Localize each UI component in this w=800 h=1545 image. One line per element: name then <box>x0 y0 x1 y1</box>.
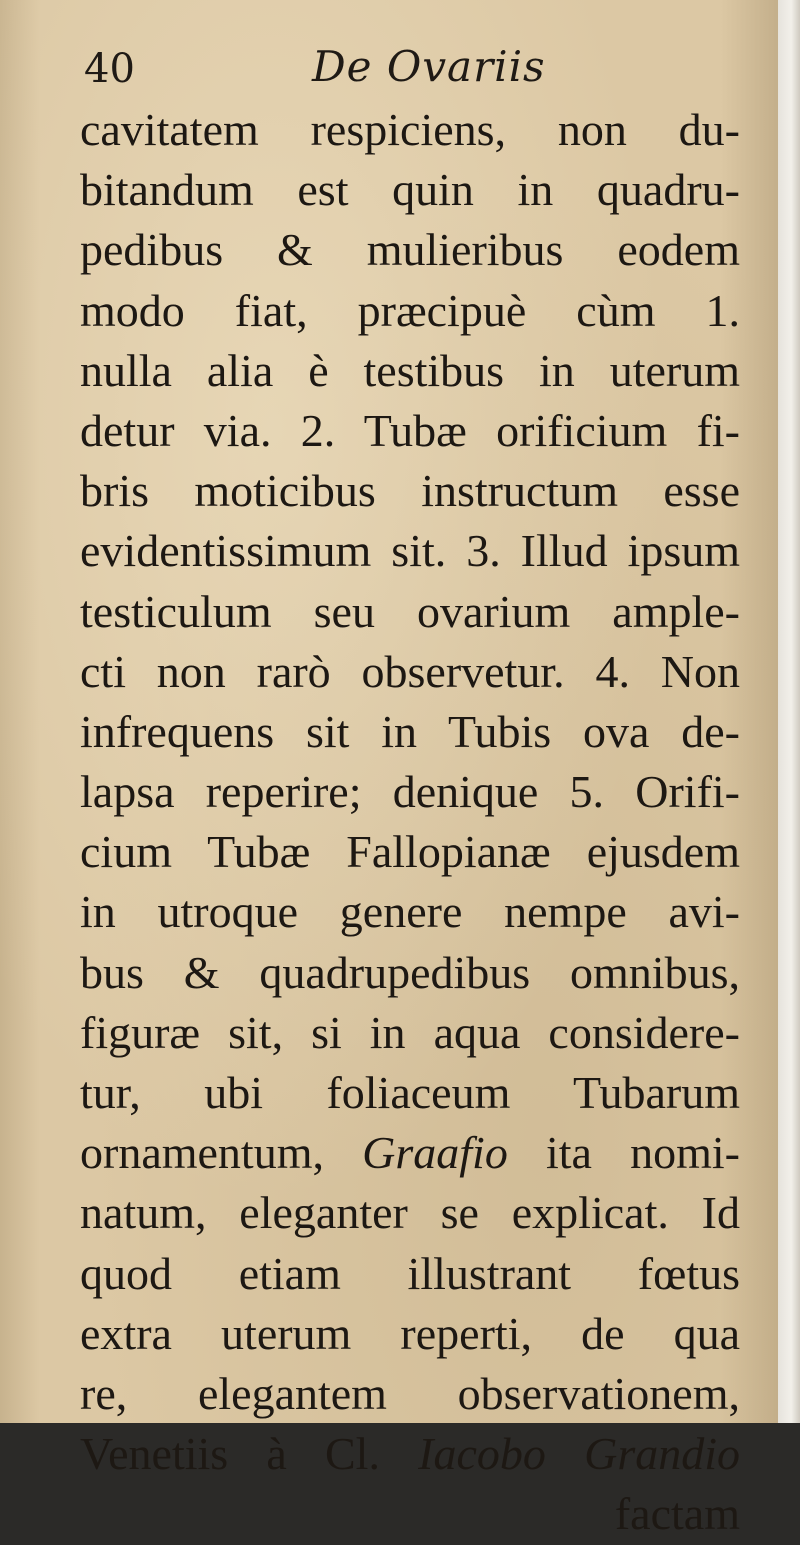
text-segment: ornamentum, <box>80 1127 363 1179</box>
text-segment: bus & quadrupedibus omnibus, <box>80 946 740 998</box>
text-segment: re, elegantem observationem, <box>80 1367 740 1419</box>
text-line <box>80 281 740 341</box>
text-segment: ita nomi- <box>507 1127 741 1179</box>
text-line <box>80 822 740 882</box>
text-line <box>80 582 740 642</box>
text-segment: lapsa reperire; denique 5. Orifi- <box>80 766 740 818</box>
text-segment: Venetiis à Cl. <box>80 1428 419 1480</box>
text-line <box>80 341 740 401</box>
text-line <box>80 521 740 581</box>
text-line <box>80 1424 740 1484</box>
text-segment: modo fiat, præcipuè cùm 1. <box>80 284 740 336</box>
text-line <box>80 702 740 762</box>
text-line <box>80 943 740 1003</box>
text-line <box>80 1123 740 1183</box>
text-segment: factam <box>614 1488 740 1540</box>
running-head: De Ovariis <box>312 42 546 91</box>
text-segment: pedibus & mulieribus eodem <box>80 224 740 276</box>
text-segment: extra uterum reperti, de qua <box>80 1307 740 1359</box>
text-line <box>80 1063 740 1123</box>
text-segment: detur via. 2. Tubæ orificium fi- <box>80 404 740 456</box>
italic-name: Graafio <box>362 1127 508 1179</box>
text-segment: bitandum est quin in quadru- <box>80 164 740 216</box>
text-segment: in utroque genere nempe avi- <box>80 886 740 938</box>
text-segment: bris moticibus instructum esse <box>80 465 740 517</box>
italic-name: Iacobo Grandio <box>418 1428 741 1480</box>
text-segment: cti non rarò observetur. 4. Non <box>80 645 740 697</box>
text-line <box>80 882 740 942</box>
page-number: 40 <box>84 46 135 92</box>
text-segment: testiculum seu ovarium ample- <box>80 585 740 637</box>
page-header <box>84 38 744 98</box>
text-line <box>80 401 740 461</box>
page-edge <box>778 0 800 1423</box>
text-line <box>80 642 740 702</box>
text-segment: figuræ sit, si in aqua considere- <box>80 1006 740 1058</box>
text-line <box>80 1183 740 1243</box>
text-line <box>80 461 740 521</box>
text-line <box>80 1244 740 1304</box>
text-line <box>80 1304 740 1364</box>
text-line <box>80 1484 740 1544</box>
text-line <box>80 220 740 280</box>
text-line <box>80 1364 740 1424</box>
text-segment: tur, ubi foliaceum Tubarum <box>80 1067 740 1118</box>
text-line <box>80 762 740 822</box>
text-line <box>80 160 740 220</box>
text-line <box>80 1003 740 1063</box>
text-segment: cium Tubæ Fallopianæ ejusdem <box>80 826 740 878</box>
text-segment: natum, eleganter se explicat. Id <box>80 1187 740 1239</box>
text-line <box>80 100 740 160</box>
body-text <box>80 100 740 1545</box>
text-segment: nulla alia è testibus in uterum <box>80 344 740 396</box>
text-segment: quod etiam illustrant fœtus <box>80 1247 740 1299</box>
text-segment: evidentissimum sit. 3. Illud ipsum <box>80 525 740 577</box>
text-segment: cavitatem respiciens, non du- <box>80 104 740 155</box>
text-segment: infrequens sit in Tubis ova de- <box>80 705 740 757</box>
